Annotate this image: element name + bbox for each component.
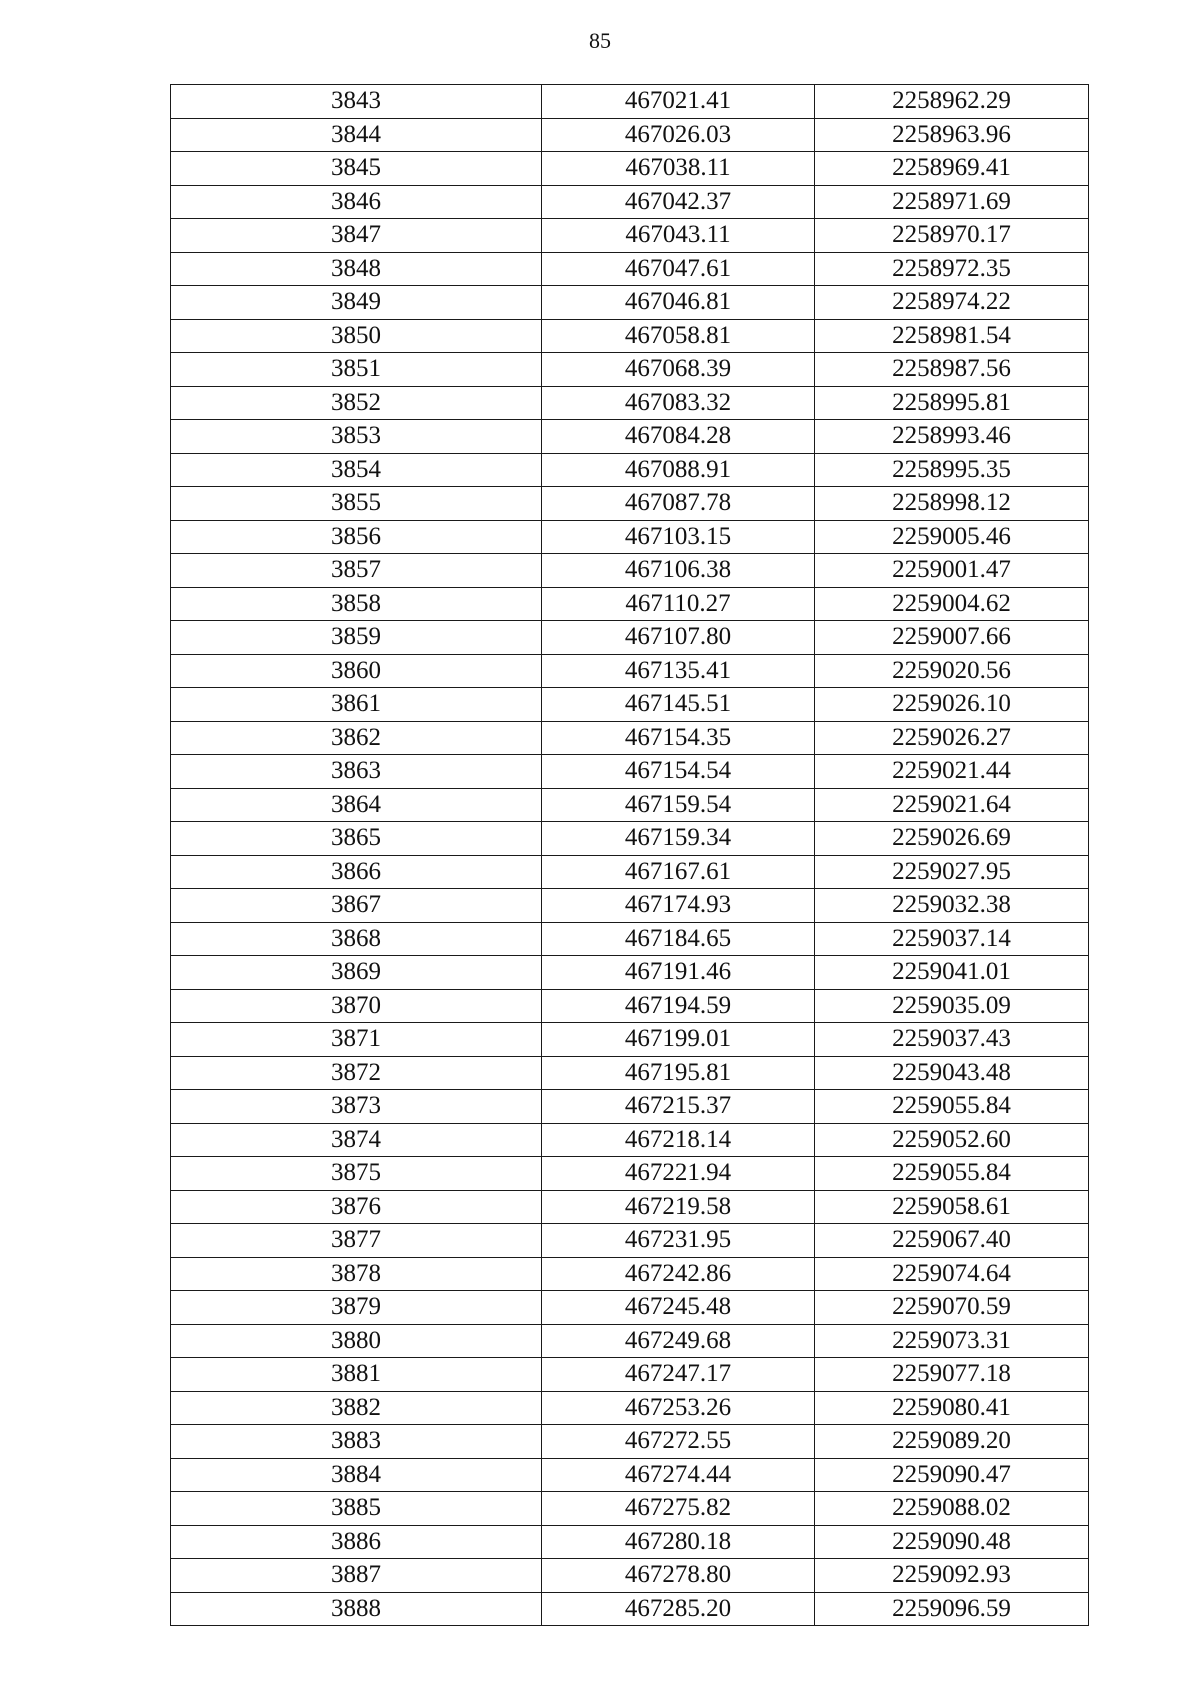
x-coordinate-cell: 467026.03	[542, 118, 815, 152]
y-coordinate-cell: 2259055.84	[815, 1157, 1089, 1191]
x-coordinate-cell: 467159.54	[542, 788, 815, 822]
table-row	[171, 1391, 1089, 1425]
point-number-cell: 3862	[171, 721, 542, 755]
point-number-cell: 3884	[171, 1458, 542, 1492]
y-coordinate-cell: 2258981.54	[815, 319, 1089, 353]
point-number-cell: 3887	[171, 1559, 542, 1593]
point-number-cell: 3861	[171, 688, 542, 722]
y-coordinate-cell: 2259020.56	[815, 654, 1089, 688]
table-row	[171, 889, 1089, 923]
point-number-cell: 3860	[171, 654, 542, 688]
y-coordinate-cell: 2258995.35	[815, 453, 1089, 487]
table-row	[171, 1190, 1089, 1224]
point-number-cell: 3879	[171, 1291, 542, 1325]
table-row	[171, 721, 1089, 755]
y-coordinate-cell: 2259090.48	[815, 1525, 1089, 1559]
point-number-cell: 3875	[171, 1157, 542, 1191]
x-coordinate-cell: 467272.55	[542, 1425, 815, 1459]
table-row	[171, 922, 1089, 956]
point-number-cell: 3886	[171, 1525, 542, 1559]
table-row	[171, 219, 1089, 253]
y-coordinate-cell: 2258972.35	[815, 252, 1089, 286]
x-coordinate-cell: 467084.28	[542, 420, 815, 454]
table-row	[171, 1157, 1089, 1191]
y-coordinate-cell: 2258962.29	[815, 85, 1089, 119]
table-row	[171, 688, 1089, 722]
x-coordinate-cell: 467145.51	[542, 688, 815, 722]
y-coordinate-cell: 2259077.18	[815, 1358, 1089, 1392]
point-number-cell: 3873	[171, 1090, 542, 1124]
y-coordinate-cell: 2259001.47	[815, 554, 1089, 588]
y-coordinate-cell: 2259007.66	[815, 621, 1089, 655]
x-coordinate-cell: 467103.15	[542, 520, 815, 554]
y-coordinate-cell: 2258998.12	[815, 487, 1089, 521]
table-row	[171, 386, 1089, 420]
point-number-cell: 3849	[171, 286, 542, 320]
point-number-cell: 3864	[171, 788, 542, 822]
point-number-cell: 3867	[171, 889, 542, 923]
point-number-cell: 3857	[171, 554, 542, 588]
table-row	[171, 989, 1089, 1023]
point-number-cell: 3878	[171, 1257, 542, 1291]
x-coordinate-cell: 467245.48	[542, 1291, 815, 1325]
point-number-cell: 3869	[171, 956, 542, 990]
x-coordinate-cell: 467167.61	[542, 855, 815, 889]
y-coordinate-cell: 2259088.02	[815, 1492, 1089, 1526]
y-coordinate-cell: 2259037.14	[815, 922, 1089, 956]
coordinates-table-body	[171, 85, 1089, 1626]
page-number: 85	[589, 28, 611, 53]
point-number-cell: 3847	[171, 219, 542, 253]
point-number-cell: 3853	[171, 420, 542, 454]
point-number-cell: 3850	[171, 319, 542, 353]
x-coordinate-cell: 467278.80	[542, 1559, 815, 1593]
y-coordinate-cell: 2259043.48	[815, 1056, 1089, 1090]
x-coordinate-cell: 467285.20	[542, 1592, 815, 1626]
table-row	[171, 286, 1089, 320]
y-coordinate-cell: 2259067.40	[815, 1224, 1089, 1258]
y-coordinate-cell: 2259026.27	[815, 721, 1089, 755]
y-coordinate-cell: 2259032.38	[815, 889, 1089, 923]
point-number-cell: 3871	[171, 1023, 542, 1057]
y-coordinate-cell: 2259041.01	[815, 956, 1089, 990]
point-number-cell: 3885	[171, 1492, 542, 1526]
x-coordinate-cell: 467195.81	[542, 1056, 815, 1090]
point-number-cell: 3883	[171, 1425, 542, 1459]
y-coordinate-cell: 2258969.41	[815, 152, 1089, 186]
point-number-cell: 3856	[171, 520, 542, 554]
table-row	[171, 1559, 1089, 1593]
x-coordinate-cell: 467046.81	[542, 286, 815, 320]
x-coordinate-cell: 467280.18	[542, 1525, 815, 1559]
point-number-cell: 3866	[171, 855, 542, 889]
table-row	[171, 1324, 1089, 1358]
table-row	[171, 520, 1089, 554]
point-number-cell: 3874	[171, 1123, 542, 1157]
y-coordinate-cell: 2259070.59	[815, 1291, 1089, 1325]
table-row	[171, 420, 1089, 454]
y-coordinate-cell: 2258993.46	[815, 420, 1089, 454]
x-coordinate-cell: 467106.38	[542, 554, 815, 588]
table-row	[171, 1358, 1089, 1392]
point-number-cell: 3844	[171, 118, 542, 152]
x-coordinate-cell: 467088.91	[542, 453, 815, 487]
table-row	[171, 152, 1089, 186]
point-number-cell: 3882	[171, 1391, 542, 1425]
table-row	[171, 1224, 1089, 1258]
point-number-cell: 3854	[171, 453, 542, 487]
x-coordinate-cell: 467087.78	[542, 487, 815, 521]
y-coordinate-cell: 2259080.41	[815, 1391, 1089, 1425]
y-coordinate-cell: 2259052.60	[815, 1123, 1089, 1157]
x-coordinate-cell: 467191.46	[542, 956, 815, 990]
y-coordinate-cell: 2259035.09	[815, 989, 1089, 1023]
x-coordinate-cell: 467159.34	[542, 822, 815, 856]
point-number-cell: 3881	[171, 1358, 542, 1392]
table-row	[171, 1492, 1089, 1526]
x-coordinate-cell: 467221.94	[542, 1157, 815, 1191]
table-row	[171, 252, 1089, 286]
point-number-cell: 3846	[171, 185, 542, 219]
x-coordinate-cell: 467042.37	[542, 185, 815, 219]
x-coordinate-cell: 467038.11	[542, 152, 815, 186]
y-coordinate-cell: 2259074.64	[815, 1257, 1089, 1291]
table-row	[171, 654, 1089, 688]
x-coordinate-cell: 467247.17	[542, 1358, 815, 1392]
table-row	[171, 1458, 1089, 1492]
y-coordinate-cell: 2259096.59	[815, 1592, 1089, 1626]
table-row	[171, 1291, 1089, 1325]
point-number-cell: 3845	[171, 152, 542, 186]
table-row	[171, 1592, 1089, 1626]
table-row	[171, 1425, 1089, 1459]
coordinates-table	[170, 84, 1089, 1626]
point-number-cell: 3843	[171, 85, 542, 119]
point-number-cell: 3868	[171, 922, 542, 956]
table-row	[171, 1123, 1089, 1157]
table-row	[171, 1257, 1089, 1291]
y-coordinate-cell: 2259021.44	[815, 755, 1089, 789]
x-coordinate-cell: 467219.58	[542, 1190, 815, 1224]
y-coordinate-cell: 2259092.93	[815, 1559, 1089, 1593]
y-coordinate-cell: 2258970.17	[815, 219, 1089, 253]
point-number-cell: 3863	[171, 755, 542, 789]
y-coordinate-cell: 2259089.20	[815, 1425, 1089, 1459]
point-number-cell: 3855	[171, 487, 542, 521]
table-row	[171, 554, 1089, 588]
x-coordinate-cell: 467215.37	[542, 1090, 815, 1124]
y-coordinate-cell: 2259037.43	[815, 1023, 1089, 1057]
point-number-cell: 3870	[171, 989, 542, 1023]
table-row	[171, 822, 1089, 856]
table-row	[171, 956, 1089, 990]
x-coordinate-cell: 467274.44	[542, 1458, 815, 1492]
y-coordinate-cell: 2258995.81	[815, 386, 1089, 420]
x-coordinate-cell: 467199.01	[542, 1023, 815, 1057]
x-coordinate-cell: 467043.11	[542, 219, 815, 253]
x-coordinate-cell: 467218.14	[542, 1123, 815, 1157]
x-coordinate-cell: 467068.39	[542, 353, 815, 387]
x-coordinate-cell: 467135.41	[542, 654, 815, 688]
point-number-cell: 3877	[171, 1224, 542, 1258]
point-number-cell: 3859	[171, 621, 542, 655]
y-coordinate-cell: 2259055.84	[815, 1090, 1089, 1124]
point-number-cell: 3858	[171, 587, 542, 621]
point-number-cell: 3848	[171, 252, 542, 286]
point-number-cell: 3880	[171, 1324, 542, 1358]
table-row	[171, 855, 1089, 889]
x-coordinate-cell: 467253.26	[542, 1391, 815, 1425]
x-coordinate-cell: 467174.93	[542, 889, 815, 923]
table-row	[171, 185, 1089, 219]
table-row	[171, 755, 1089, 789]
y-coordinate-cell: 2259004.62	[815, 587, 1089, 621]
y-coordinate-cell: 2258963.96	[815, 118, 1089, 152]
table-row	[171, 353, 1089, 387]
point-number-cell: 3888	[171, 1592, 542, 1626]
x-coordinate-cell: 467275.82	[542, 1492, 815, 1526]
table-row	[171, 1023, 1089, 1057]
point-number-cell: 3872	[171, 1056, 542, 1090]
x-coordinate-cell: 467194.59	[542, 989, 815, 1023]
x-coordinate-cell: 467184.65	[542, 922, 815, 956]
y-coordinate-cell: 2259005.46	[815, 520, 1089, 554]
point-number-cell: 3851	[171, 353, 542, 387]
y-coordinate-cell: 2259026.69	[815, 822, 1089, 856]
table-row	[171, 85, 1089, 119]
x-coordinate-cell: 467110.27	[542, 587, 815, 621]
x-coordinate-cell: 467107.80	[542, 621, 815, 655]
point-number-cell: 3852	[171, 386, 542, 420]
table-row	[171, 621, 1089, 655]
y-coordinate-cell: 2259021.64	[815, 788, 1089, 822]
table-row	[171, 1056, 1089, 1090]
x-coordinate-cell: 467021.41	[542, 85, 815, 119]
x-coordinate-cell: 467058.81	[542, 319, 815, 353]
y-coordinate-cell: 2259026.10	[815, 688, 1089, 722]
table-row	[171, 587, 1089, 621]
point-number-cell: 3876	[171, 1190, 542, 1224]
x-coordinate-cell: 467154.54	[542, 755, 815, 789]
y-coordinate-cell: 2259058.61	[815, 1190, 1089, 1224]
y-coordinate-cell: 2259090.47	[815, 1458, 1089, 1492]
y-coordinate-cell: 2259073.31	[815, 1324, 1089, 1358]
x-coordinate-cell: 467242.86	[542, 1257, 815, 1291]
x-coordinate-cell: 467047.61	[542, 252, 815, 286]
y-coordinate-cell: 2259027.95	[815, 855, 1089, 889]
y-coordinate-cell: 2258971.69	[815, 185, 1089, 219]
x-coordinate-cell: 467249.68	[542, 1324, 815, 1358]
table-row	[171, 1525, 1089, 1559]
table-row	[171, 319, 1089, 353]
y-coordinate-cell: 2258974.22	[815, 286, 1089, 320]
y-coordinate-cell: 2258987.56	[815, 353, 1089, 387]
point-number-cell: 3865	[171, 822, 542, 856]
x-coordinate-cell: 467154.35	[542, 721, 815, 755]
x-coordinate-cell: 467083.32	[542, 386, 815, 420]
x-coordinate-cell: 467231.95	[542, 1224, 815, 1258]
table-row	[171, 1090, 1089, 1124]
table-row	[171, 453, 1089, 487]
table-row	[171, 487, 1089, 521]
table-row	[171, 788, 1089, 822]
table-row	[171, 118, 1089, 152]
